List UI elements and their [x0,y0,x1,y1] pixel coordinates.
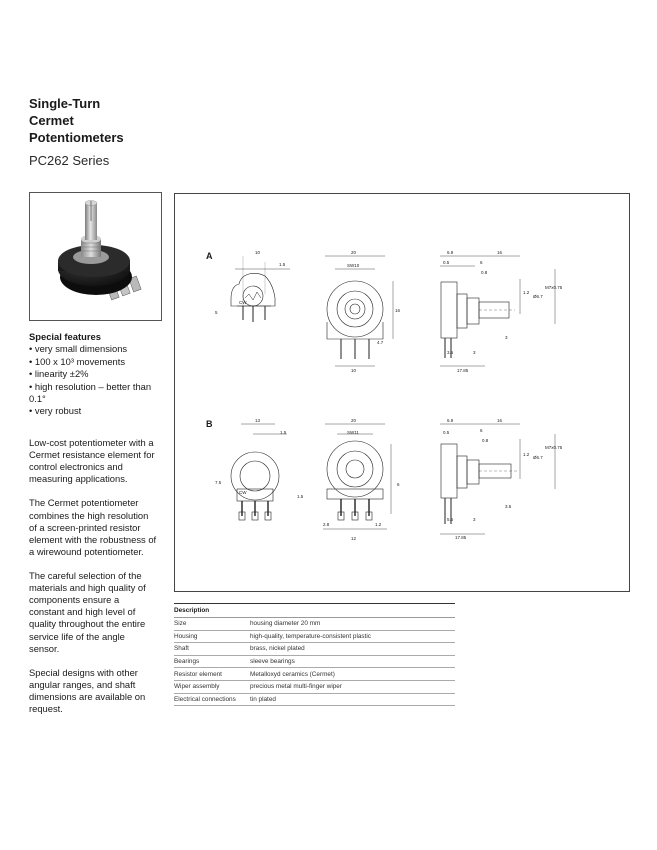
dim-a-mid-pin: 4.7 [377,340,384,345]
dim-a-mid-sw: SW10 [347,263,360,268]
row-value: precious metal multi-finger wiper [250,680,455,693]
dim-a-side-f: 3.5 [447,350,454,355]
paragraph-4: Special designs with other angular ranges, and shaft dimensions are available on request. [29,666,146,715]
dim-a-side-c: 0.8 [481,270,488,275]
dim-b-side-c: 0.8 [482,438,489,443]
table-row [174,693,455,706]
product-photo [29,192,162,321]
dim-a-side-total: 17.85 [457,368,469,373]
dim-a-side-h: 3 [505,335,508,340]
row-value: housing diameter 20 mm [250,618,455,631]
dim-a-side-a: 0.5 [443,260,450,265]
paragraph-2: The Cermet potentiometer combines the high resolution of a screen-printed resistor element with the robustness of a wirewound potentiometer. [29,497,157,557]
row-value: brass, nickel plated [250,643,455,656]
dim-b-mid-pin: 1.5 [297,494,304,499]
middle-view-b [323,424,391,529]
dim-b-front-side: 7.5 [215,480,222,485]
dim-a-front-pin: 1.5 [279,262,286,267]
technical-drawing [174,193,630,592]
dim-b-side-e: Ø6.7 [533,455,543,460]
dim-b-mid-width: 20 [351,418,357,423]
table-row [174,643,455,656]
description-text [29,437,157,727]
dim-b-side-top1: 6.9 [447,418,454,423]
feature-item: • very robust [29,405,82,417]
dim-a-mid-width: 20 [351,250,357,255]
dim-b-side-m: M7x0.75 [545,445,563,450]
row-value: sleeve bearings [250,655,455,668]
features-list [29,343,159,417]
dim-a-side-e: Ø6.7 [533,294,543,299]
dim-b-mid-left: 2.8 [323,522,330,527]
dim-a-mid-bottom: 10 [351,368,357,373]
dim-b-mid-height: 6 [397,482,400,487]
table-row [174,668,455,681]
wiper-label-b: CW [239,490,247,495]
table-header-row [174,604,455,618]
dim-b-side-top2: 16 [497,418,503,423]
row-value: high-quality, temperature-consistent plastic [250,630,455,643]
description-table [174,603,455,706]
table-row [174,618,455,631]
feature-item: • high resolution – better than 0.1° [29,380,152,405]
feature-item: • linearity ±2% [29,368,89,380]
feature-item: • 100 x 10³ movements [29,355,126,367]
feature-item: • very small dimensions [29,343,128,355]
variant-label-b: B [206,419,213,429]
dim-b-mid-right: 1.2 [375,522,382,527]
dim-b-side-h: 3.5 [505,504,512,509]
series-name: PC262 Series [29,153,110,168]
dim-a-side-g: 3 [473,350,476,355]
table-row [174,655,455,668]
paragraph-1: Low-cost potentiometer with a Cermet resistance element for control electronics and measuring applications. [29,437,155,485]
dim-b-mid-bottom: 12 [351,536,357,541]
features-heading: Special features [29,331,101,342]
table-row [174,630,455,643]
row-key: Resistor element [174,668,250,681]
dim-a-front-side: 5 [215,310,218,315]
dim-b-front-width: 13 [255,418,261,423]
row-key: Size [174,618,250,631]
row-key: Bearings [174,655,250,668]
row-key: Wiper assembly [174,680,250,693]
front-view-b [231,424,287,520]
title-line-1: Single-Turn [29,96,101,111]
drawing-svg [175,194,629,591]
variant-label-a: A [206,251,213,261]
dim-a-side-m: M7x0.75 [545,285,563,290]
side-view-a [440,256,555,366]
special-features [29,331,159,418]
paragraph-3: The careful selection of the materials and high quality of components ensure a constant and high level of quality throughout the entire service life of the angle sensor. [29,570,146,654]
dim-a-front-width: 10 [255,250,261,255]
dim-a-side-top2: 16 [497,250,503,255]
dim-a-mid-height: 16 [395,308,401,313]
row-key: Electrical connections [174,693,250,706]
document-title [29,95,229,146]
dim-b-side-b: 6 [480,428,483,433]
row-key: Housing [174,630,250,643]
title-line-2: Cermet [29,113,74,128]
dim-b-side-f: 5.5 [447,517,454,522]
side-view-b [440,424,555,534]
table-header: Description [174,604,455,618]
dim-a-side-d: 1.2 [523,290,530,295]
dim-a-side-b: 6 [480,260,483,265]
dim-b-mid-sw: SW11 [347,430,359,435]
row-value: Metalloxyd ceramics (Cermet) [250,668,455,681]
row-key: Shaft [174,643,250,656]
dim-b-side-d: 1.2 [523,452,530,457]
dim-b-side-g: 3 [473,517,476,522]
wiper-label-a: CW [239,300,247,305]
dim-a-side-top1: 6.9 [447,250,454,255]
dim-b-front-pin: 1.5 [280,430,287,435]
dim-b-side-a: 0.5 [443,430,450,435]
title-line-3: Potentiometers [29,130,124,145]
row-value: tin plated [250,693,455,706]
potentiometer-image [30,193,161,320]
dim-b-side-total: 17.85 [455,535,467,540]
middle-view-a [325,256,393,366]
table-row [174,680,455,693]
